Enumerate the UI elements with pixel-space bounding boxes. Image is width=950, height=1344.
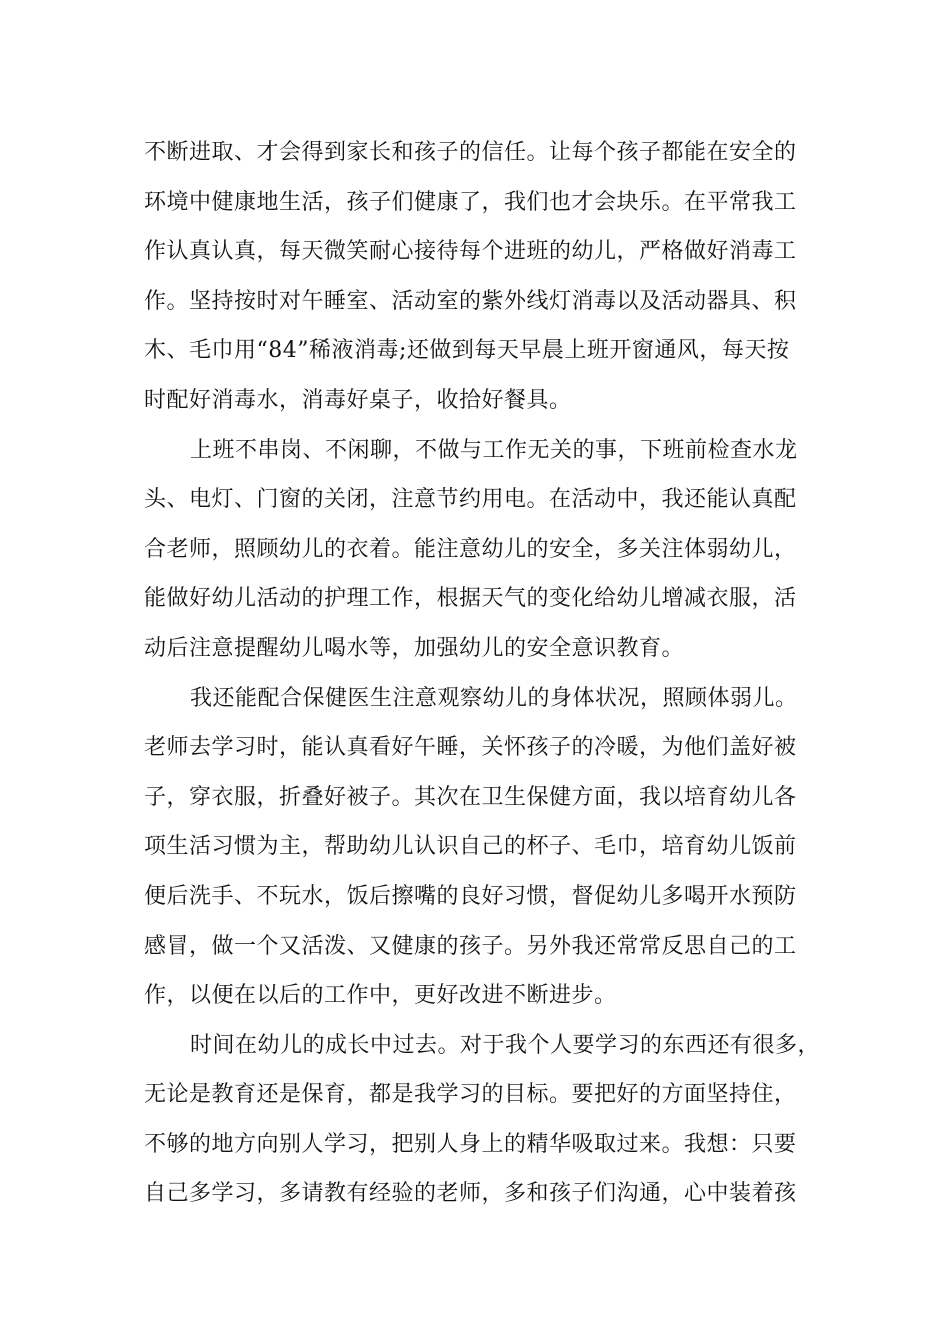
text-line: 自己多学习，多请教有经验的老师，多和孩子们沟通，心中装着孩 — [144, 1181, 797, 1207]
text-line: 环境中健康地生活，孩子们健康了，我们也才会块乐。在平常我工 — [144, 189, 797, 215]
paragraph-3 — [144, 674, 844, 1021]
document-body — [144, 128, 844, 1219]
text-line: 动后注意提醒幼儿喝水等，加强幼儿的安全意识教育。 — [144, 635, 685, 661]
text-line: 时间在幼儿的成长中过去。对于我个人要学习的东西还有很多， — [190, 1032, 821, 1058]
text-line: 能做好幼儿活动的护理工作，根据天气的变化给幼儿增减衣服，活 — [144, 586, 797, 612]
text-line: 我还能配合保健医生注意观察幼儿的身体状况，照顾体弱儿。 — [190, 685, 798, 711]
text-line: 子，穿衣服，折叠好被子。其次在卫生保健方面，我以培育幼儿各 — [144, 784, 797, 810]
text-line: 合老师，照顾幼儿的衣着。能注意幼儿的安全，多关注体弱幼儿， — [144, 536, 797, 562]
text-line: 木、毛巾用“84”稀液消毒;还做到每天早晨上班开窗通风，每天按 — [144, 338, 790, 364]
text-line: 便后洗手、不玩水，饭后擦嘴的良好习惯，督促幼儿多喝开水预防 — [144, 883, 797, 909]
paragraph-4 — [144, 1021, 844, 1219]
text-line: 作。坚持按时对午睡室、活动室的紫外线灯消毒以及活动器具、积 — [144, 288, 797, 314]
text-line: 感冒，做一个又活泼、又健康的孩子。另外我还常常反思自己的工 — [144, 933, 797, 959]
text-line: 作认真认真，每天微笑耐心接待每个进班的幼儿，严格做好消毒工 — [144, 239, 797, 265]
text-line: 不够的地方向别人学习，把别人身上的精华吸取过来。我想：只要 — [144, 1131, 797, 1157]
text-line: 上班不串岗、不闲聊，不做与工作无关的事，下班前检查水龙 — [190, 437, 798, 463]
text-line: 时配好消毒水，消毒好桌子，收拾好餐具。 — [144, 387, 572, 413]
text-line: 老师去学习时，能认真看好午睡，关怀孩子的冷暖，为他们盖好被 — [144, 735, 797, 761]
text-line: 项生活习惯为主，帮助幼儿认识自己的杯子、毛巾，培育幼儿饭前 — [144, 834, 797, 860]
text-line: 作，以便在以后的工作中，更好改进不断进步。 — [144, 983, 617, 1009]
text-line: 头、电灯、门窗的关闭，注意节约用电。在活动中，我还能认真配 — [144, 487, 797, 513]
text-line: 不断进取、才会得到家长和孩子的信任。让每个孩子都能在安全的 — [144, 140, 797, 165]
text-line: 无论是教育还是保育，都是我学习的目标。要把好的方面坚持住， — [144, 1082, 797, 1108]
paragraph-1 — [144, 128, 844, 426]
paragraph-2 — [144, 426, 844, 674]
